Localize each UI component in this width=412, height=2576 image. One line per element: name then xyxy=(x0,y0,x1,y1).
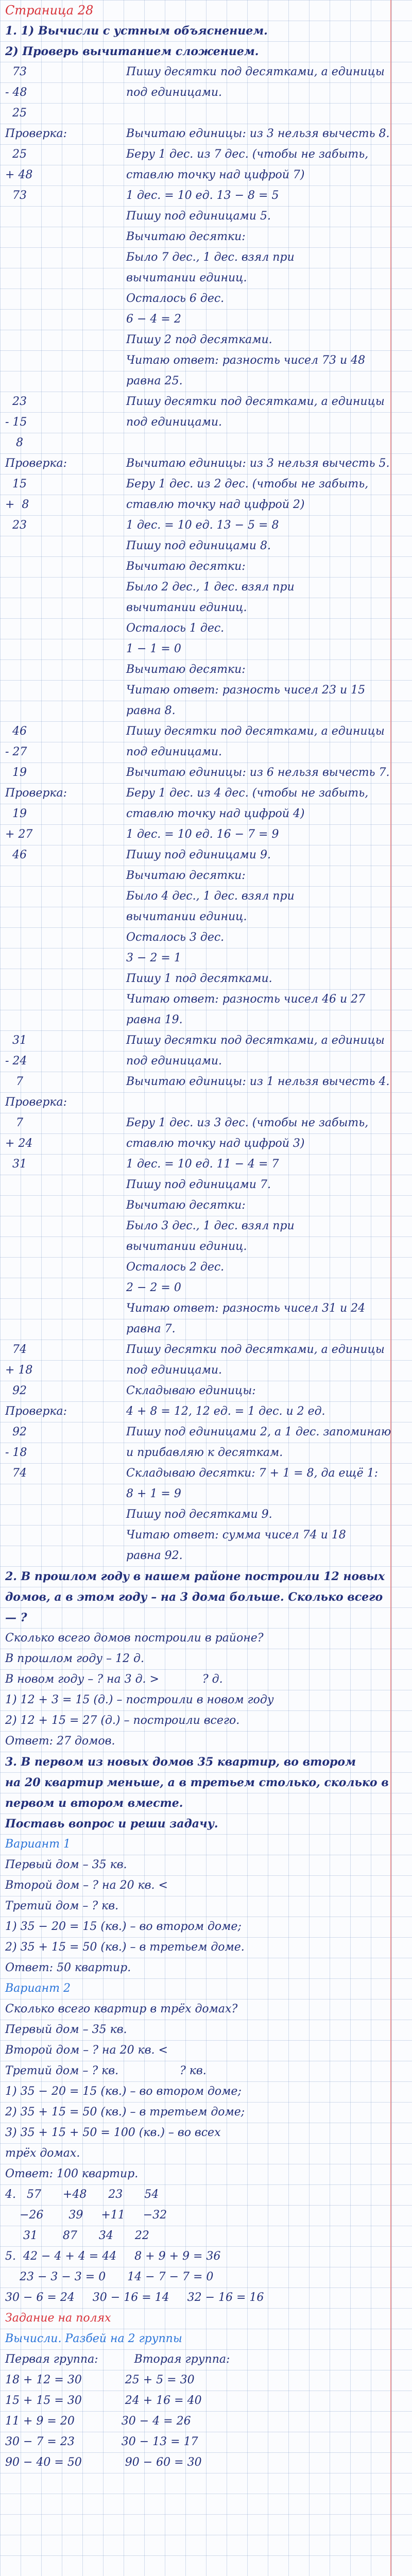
line-text: 1. 1) Вычисли с устным объяснением. xyxy=(5,24,268,38)
explanation-text: ставлю точку над цифрой 2) xyxy=(126,498,305,511)
text-line xyxy=(0,1628,389,1649)
calc-column: 46 xyxy=(5,725,27,738)
calc-column: 7 xyxy=(5,1116,23,1129)
explanation-text: Осталось 6 дес. xyxy=(126,292,225,305)
text-line xyxy=(0,2226,389,2246)
text-line xyxy=(0,1463,389,1484)
text-line xyxy=(0,721,389,742)
line-text: Вариант 2 xyxy=(5,1982,71,1995)
text-line xyxy=(0,598,389,618)
explanation-text: Пишу под единицами 2, а 1 дес. запоминаю xyxy=(126,1426,391,1438)
text-line xyxy=(0,2349,389,2370)
line-text: первом и втором вместе. xyxy=(5,1797,183,1810)
text-line xyxy=(0,969,389,989)
text-line xyxy=(0,1917,389,1937)
explanation-text: Вычитаю десятки: xyxy=(126,1199,246,1212)
line-text: 1) 35 − 20 = 15 (кв.) – во втором доме; xyxy=(5,2085,242,2098)
explanation-text: Было 7 дес., 1 дес. взял при xyxy=(126,251,295,264)
text-line xyxy=(0,1566,389,1587)
calc-column: - 18 xyxy=(5,1446,27,1459)
calc-column: 73 xyxy=(5,65,27,78)
line-text: трёх домах. xyxy=(5,2147,80,2160)
text-line xyxy=(0,1731,389,1752)
explanation-text: Пишу под единицами 5. xyxy=(126,210,271,223)
explanation-text: 1 дес. = 10 ед. 11 − 4 = 7 xyxy=(126,1158,279,1171)
explanation-text: равна 19. xyxy=(126,1013,183,1026)
text-line xyxy=(0,1484,389,1504)
explanation-text: Осталось 3 дес. xyxy=(126,931,225,944)
text-line xyxy=(0,474,389,495)
line-text: 2) 12 + 15 = 27 (д.) – построили всего. xyxy=(5,1714,240,1727)
text-line xyxy=(0,1772,389,1793)
explanation-text: вычитании единиц. xyxy=(126,910,247,923)
text-line xyxy=(0,886,389,907)
text-line xyxy=(0,2040,389,2061)
explanation-text: Складываю десятки: 7 + 1 = 8, да ещё 1: xyxy=(126,1467,378,1480)
explanation-text: равна 7. xyxy=(126,1323,176,1335)
line-text: Задание на полях xyxy=(5,2312,111,2325)
text-line xyxy=(0,433,389,453)
explanation-text: Пишу десятки под десятками, а единицы xyxy=(126,1343,385,1356)
text-line xyxy=(0,1236,389,1257)
explanation-text: Читаю ответ: разность чисел 46 и 27 xyxy=(126,993,366,1006)
calc-column: 15 xyxy=(5,478,27,490)
explanation-text: ставлю точку над цифрой 3) xyxy=(126,1137,305,1150)
calc-column: 23 xyxy=(5,519,27,532)
explanation-text: под единицами. xyxy=(126,86,222,99)
explanation-text: вычитании единиц. xyxy=(126,272,247,284)
text-line xyxy=(0,2164,389,2184)
text-line xyxy=(0,783,389,804)
line-text: −26 39 +11 −32 xyxy=(5,2209,167,2222)
text-line xyxy=(0,82,389,103)
calc-column: 7 xyxy=(5,1075,23,1088)
calc-column: 25 xyxy=(5,107,27,120)
text-line xyxy=(0,2184,389,2205)
explanation-text: Вычитаю десятки: xyxy=(126,230,246,243)
explanation-text: Читаю ответ: разность чисел 31 и 24 xyxy=(126,1302,366,1315)
text-line xyxy=(0,1834,389,1855)
text-line xyxy=(0,1030,389,1051)
text-line xyxy=(0,371,389,392)
text-line xyxy=(0,165,389,185)
line-text: Третий дом – ? кв. xyxy=(5,1900,119,1912)
margin-line xyxy=(390,0,391,2576)
text-line xyxy=(0,1587,389,1607)
calc-column: + 8 xyxy=(5,498,29,511)
calc-column: + 27 xyxy=(5,828,33,841)
text-line xyxy=(0,1999,389,2020)
calc-column: 8 xyxy=(5,436,23,449)
line-text: В новом году – ? на 3 д. > ? д. xyxy=(5,1673,223,1686)
text-line xyxy=(0,1154,389,1175)
calc-column: Проверка: xyxy=(5,127,67,140)
calc-column: Проверка: xyxy=(5,787,67,800)
text-line xyxy=(0,659,389,680)
calc-column: - 15 xyxy=(5,416,27,429)
explanation-text: вычитании единиц. xyxy=(126,1240,247,1253)
explanation-text: Пишу 1 под десятками. xyxy=(126,972,272,985)
text-line xyxy=(0,2267,389,2287)
explanation-text: Вычитаю единицы: из 6 нельзя вычесть 7. xyxy=(126,766,390,779)
text-line xyxy=(0,350,389,371)
text-line xyxy=(0,1401,389,1422)
calc-column: + 18 xyxy=(5,1364,33,1377)
explanation-text: 1 дес. = 10 ед. 16 − 7 = 9 xyxy=(126,828,279,841)
text-line xyxy=(0,1278,389,1298)
explanation-text: под единицами. xyxy=(126,745,222,758)
text-line xyxy=(0,2370,389,2391)
line-text: 15 + 15 = 30 24 + 16 = 40 xyxy=(5,2394,202,2407)
explanation-text: Беру 1 дес. из 4 дес. (чтобы не забыть, xyxy=(126,787,369,800)
explanation-text: Вычитаю десятки: xyxy=(126,560,246,573)
line-text: 18 + 12 = 30 25 + 5 = 30 xyxy=(5,2374,195,2386)
explanation-text: 6 − 4 = 2 xyxy=(126,313,181,326)
text-line xyxy=(0,824,389,845)
text-line xyxy=(0,124,389,144)
line-text: 5. 42 − 4 + 4 = 44 8 + 9 + 9 = 36 xyxy=(5,2250,221,2263)
text-line xyxy=(0,309,389,330)
text-line xyxy=(0,742,389,762)
text-line xyxy=(0,268,389,289)
explanation-text: под единицами. xyxy=(126,416,222,429)
text-line xyxy=(0,1958,389,1978)
text-line xyxy=(0,1855,389,1875)
text-line xyxy=(0,2308,389,2329)
explanation-text: Вычитаю десятки: xyxy=(126,663,246,676)
explanation-text: под единицами. xyxy=(126,1055,222,1067)
text-line xyxy=(0,1443,389,1463)
text-line xyxy=(0,2411,389,2432)
line-text: Второй дом – ? на 20 кв. < xyxy=(5,1879,168,1892)
line-text: 3. В первом из новых домов 35 квартир, во втором xyxy=(5,1755,356,1769)
text-line xyxy=(0,1133,389,1154)
explanation-text: Пишу десятки под десятками, а единицы xyxy=(126,725,385,738)
line-text: Ответ: 50 квартир. xyxy=(5,1961,131,1974)
line-text: 2) 35 + 15 = 50 (кв.) – в третьем доме; xyxy=(5,2106,245,2119)
text-line xyxy=(0,2287,389,2308)
text-line xyxy=(0,1051,389,1072)
text-line xyxy=(0,577,389,598)
explanation-text: Было 4 дес., 1 дес. взял при xyxy=(126,890,295,903)
text-line xyxy=(0,1175,389,1195)
text-line xyxy=(0,536,389,556)
calc-column: 25 xyxy=(5,148,27,161)
explanation-text: равна 92. xyxy=(126,1549,183,1562)
text-line xyxy=(0,144,389,165)
line-text: 2) 35 + 15 = 50 (кв.) – в третьем доме. xyxy=(5,1941,245,1954)
text-line xyxy=(0,1752,389,1772)
text-line xyxy=(0,62,389,82)
text-line xyxy=(0,556,389,577)
text-line xyxy=(0,330,389,350)
explanation-text: 3 − 2 = 1 xyxy=(126,952,181,964)
text-line xyxy=(0,1092,389,1113)
text-line xyxy=(0,804,389,824)
explanation-text: Вычитаю единицы: из 1 нельзя вычесть 4. xyxy=(126,1075,390,1088)
explanation-text: 4 + 8 = 12, 12 ед. = 1 дес. и 2 ед. xyxy=(126,1405,325,1418)
text-line xyxy=(0,762,389,783)
line-text: 30 − 6 = 24 30 − 16 = 14 32 − 16 = 16 xyxy=(5,2291,264,2304)
calc-column: 19 xyxy=(5,807,27,820)
calc-column: 31 xyxy=(5,1034,27,1047)
text-line xyxy=(0,618,389,639)
explanation-text: 1 дес. = 10 ед. 13 − 8 = 5 xyxy=(126,189,279,202)
explanation-text: равна 8. xyxy=(126,704,176,717)
line-text: 23 − 3 − 3 = 0 14 − 7 − 7 = 0 xyxy=(5,2270,214,2283)
text-line xyxy=(0,1710,389,1731)
text-line xyxy=(0,2123,389,2143)
text-line xyxy=(0,701,389,721)
text-line xyxy=(0,1257,389,1278)
explanation-text: ставлю точку над цифрой 4) xyxy=(126,807,305,820)
explanation-text: Пишу под единицами 7. xyxy=(126,1178,271,1191)
line-text: домов, а в этом году – на 3 дома больше. Сколько всего xyxy=(5,1590,383,1604)
calc-column: 46 xyxy=(5,849,27,861)
calc-column: + 24 xyxy=(5,1137,33,1150)
explanation-text: Было 2 дес., 1 дес. взял при xyxy=(126,581,295,594)
explanation-text: 1 дес. = 10 ед. 13 − 5 = 8 xyxy=(126,519,279,532)
text-line xyxy=(0,103,389,124)
text-line xyxy=(0,1669,389,1690)
calc-column: - 48 xyxy=(5,86,27,99)
text-line xyxy=(0,1340,389,1360)
explanation-text: Пишу под единицами 8. xyxy=(126,539,271,552)
explanation-text: Складываю единицы: xyxy=(126,1384,256,1397)
line-text: В прошлом году – 12 д. xyxy=(5,1652,144,1665)
explanation-text: под единицами. xyxy=(126,1364,222,1377)
explanation-text: равна 25. xyxy=(126,375,183,387)
text-line xyxy=(0,680,389,701)
explanation-text: Вычитаю десятки: xyxy=(126,869,246,882)
line-text: 31 87 34 22 xyxy=(5,2229,149,2242)
line-text: Первый дом – 35 кв. xyxy=(5,2023,127,2036)
text-line xyxy=(0,247,389,268)
text-line xyxy=(0,1113,389,1133)
page-title-row xyxy=(0,0,389,21)
text-line xyxy=(0,289,389,309)
text-line xyxy=(0,2081,389,2102)
text-line xyxy=(0,412,389,433)
line-text: 11 + 9 = 20 30 − 4 = 26 xyxy=(5,2415,191,2428)
calc-column: 31 xyxy=(5,1158,27,1171)
explanation-text: Пишу под единицами 9. xyxy=(126,849,271,861)
explanation-text: Пишу десятки под десятками, а единицы xyxy=(126,65,385,78)
text-line xyxy=(0,1298,389,1319)
line-text: Второй дом – ? на 20 кв. < xyxy=(5,2044,168,2057)
explanation-text: Пишу десятки под десятками, а единицы xyxy=(126,1034,385,1047)
text-line xyxy=(0,927,389,948)
text-line xyxy=(0,206,389,227)
explanation-text: Было 3 дес., 1 дес. взял при xyxy=(126,1219,295,1232)
explanation-text: 2 − 2 = 0 xyxy=(126,1281,181,1294)
text-line xyxy=(0,453,389,474)
text-line xyxy=(0,1814,389,1834)
calc-column: Проверка: xyxy=(5,1405,67,1418)
line-text: 90 − 40 = 50 90 − 60 = 30 xyxy=(5,2456,202,2469)
explanation-text: Читаю ответ: сумма чисел 74 и 18 xyxy=(126,1529,346,1541)
text-line xyxy=(0,2329,389,2349)
line-text: Вычисли. Разбей на 2 группы xyxy=(5,2332,182,2345)
text-line xyxy=(0,1360,389,1381)
text-line xyxy=(0,989,389,1010)
text-line xyxy=(0,1793,389,1814)
text-line xyxy=(0,2205,389,2226)
text-line xyxy=(0,1422,389,1443)
text-line xyxy=(0,845,389,866)
line-text: 4. 57 +48 23 54 xyxy=(5,2188,159,2201)
line-text: Ответ: 27 домов. xyxy=(5,1735,115,1748)
text-line xyxy=(0,21,389,41)
text-line xyxy=(0,948,389,969)
calc-column: 92 xyxy=(5,1426,27,1438)
text-line xyxy=(0,2452,389,2473)
explanation-text: и прибавляю к десяткам. xyxy=(126,1446,283,1459)
text-line xyxy=(0,1875,389,1896)
text-line xyxy=(0,1381,389,1401)
explanation-text: Беру 1 дес. из 7 дес. (чтобы не забыть, xyxy=(126,148,369,161)
page-title: Страница 28 xyxy=(5,3,94,18)
text-line xyxy=(0,1607,389,1628)
line-text: Поставь вопрос и реши задачу. xyxy=(5,1817,218,1831)
text-line xyxy=(0,1937,389,1958)
line-text: 2. В прошлом году в нашем районе построили 12 новых xyxy=(5,1570,385,1583)
line-text: Третий дом – ? кв. ? кв. xyxy=(5,2064,207,2077)
text-line xyxy=(0,866,389,886)
line-text: Сколько всего квартир в трёх домах? xyxy=(5,2003,238,2015)
text-line xyxy=(0,1010,389,1030)
explanation-text: Читаю ответ: разность чисел 73 и 48 xyxy=(126,354,366,367)
line-text: 3) 35 + 15 + 50 = 100 (кв.) – во всех xyxy=(5,2126,221,2139)
explanation-text: Пишу десятки под десятками, а единицы xyxy=(126,395,385,408)
text-line xyxy=(0,2143,389,2164)
text-line xyxy=(0,2432,389,2452)
line-text: 2) Проверь вычитанием сложением. xyxy=(5,45,259,58)
explanation-text: Беру 1 дес. из 3 дес. (чтобы не забыть, xyxy=(126,1116,369,1129)
text-line xyxy=(0,2391,389,2411)
text-line xyxy=(0,1195,389,1216)
text-line xyxy=(0,1978,389,1999)
calc-column: 23 xyxy=(5,395,27,408)
text-line xyxy=(0,1072,389,1092)
text-line xyxy=(0,907,389,927)
text-line xyxy=(0,1649,389,1669)
explanation-text: Вычитаю единицы: из 3 нельзя вычесть 5. xyxy=(126,457,390,470)
calc-column: 74 xyxy=(5,1467,27,1480)
text-line xyxy=(0,1504,389,1525)
line-text: Вариант 1 xyxy=(5,1838,71,1851)
text-line xyxy=(0,227,389,247)
explanation-text: Осталось 1 дес. xyxy=(126,622,225,635)
calc-column: Проверка: xyxy=(5,1096,67,1109)
line-text: Сколько всего домов построили в районе? xyxy=(5,1632,264,1645)
text-line xyxy=(0,41,389,62)
line-text: 30 − 7 = 23 30 − 13 = 17 xyxy=(5,2435,198,2448)
text-line xyxy=(0,2020,389,2040)
text-line xyxy=(0,639,389,659)
calc-column: - 27 xyxy=(5,745,27,758)
calc-column: 92 xyxy=(5,1384,27,1397)
line-text: 1) 35 − 20 = 15 (кв.) – во втором доме; xyxy=(5,1920,242,1933)
line-text: Первый дом – 35 кв. xyxy=(5,1858,127,1871)
explanation-text: 1 − 1 = 0 xyxy=(126,642,181,655)
explanation-text: Читаю ответ: разность чисел 23 и 15 xyxy=(126,684,366,697)
text-line xyxy=(0,1546,389,1566)
calc-column: 74 xyxy=(5,1343,27,1356)
calc-column: 73 xyxy=(5,189,27,202)
text-line xyxy=(0,392,389,412)
text-line xyxy=(0,1896,389,1917)
text-line xyxy=(0,1319,389,1340)
text-line xyxy=(0,2102,389,2123)
text-line xyxy=(0,185,389,206)
explanation-text: Пишу 2 под десятками. xyxy=(126,333,272,346)
text-line xyxy=(0,515,389,536)
calc-column: - 24 xyxy=(5,1055,27,1067)
calc-column: + 48 xyxy=(5,168,33,181)
text-line xyxy=(0,2061,389,2081)
explanation-text: 8 + 1 = 9 xyxy=(126,1487,181,1500)
explanation-text: Пишу под десятками 9. xyxy=(126,1508,272,1521)
text-line xyxy=(0,495,389,515)
line-text: Первая группа: Вторая группа: xyxy=(5,2353,230,2366)
line-text: — ? xyxy=(5,1611,27,1624)
text-line xyxy=(0,1216,389,1236)
line-text: 1) 12 + 3 = 15 (д.) – построили в новом году xyxy=(5,1693,274,1706)
explanation-text: Осталось 2 дес. xyxy=(126,1261,225,1274)
explanation-text: Беру 1 дес. из 2 дес. (чтобы не забыть, xyxy=(126,478,369,490)
line-text: Ответ: 100 квартир. xyxy=(5,2167,139,2180)
text-line xyxy=(0,1525,389,1546)
calc-column: 19 xyxy=(5,766,27,779)
calc-column: Проверка: xyxy=(5,457,67,470)
explanation-text: Вычитаю единицы: из 3 нельзя вычесть 8. xyxy=(126,127,390,140)
explanation-text: ставлю точку над цифрой 7) xyxy=(126,168,305,181)
line-text: на 20 квартир меньше, а в третьем столько, сколько в xyxy=(5,1776,389,1789)
text-line xyxy=(0,2246,389,2267)
text-line xyxy=(0,1690,389,1710)
explanation-text: вычитании единиц. xyxy=(126,601,247,614)
